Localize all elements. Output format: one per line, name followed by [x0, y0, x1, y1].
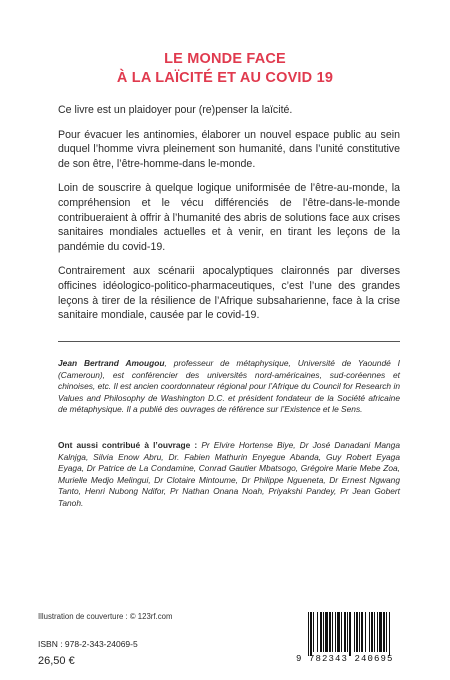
- barcode-bar: [332, 612, 333, 652]
- barcode-bar: [344, 612, 346, 652]
- barcode-bar: [371, 612, 373, 652]
- barcode-bar: [317, 612, 318, 652]
- barcode-bars: [305, 612, 411, 656]
- isbn: ISBN : 978-2-343-24069-5: [38, 639, 138, 649]
- barcode-bar: [354, 612, 355, 652]
- title-line-1: LE MONDE FACE: [164, 51, 286, 67]
- cover-credit: Illustration de couverture : © 123rf.com: [38, 612, 173, 621]
- barcode-bar: [320, 612, 322, 652]
- barcode-bar: [329, 612, 331, 652]
- title-line-2: À LA LAÏCITÉ ET AU COVID 19: [116, 70, 334, 86]
- blurb-paragraph-2: Pour évacuer les antinomies, élaborer un nouvel espace public au sein duquel l’homme vivra pleinement son humanité, dans l’unité constitutive de son être, l’être-homme-dans le-monde.: [58, 128, 400, 170]
- barcode-bar: [323, 612, 324, 652]
- blurb: [58, 103, 400, 333]
- separator-line: [58, 341, 400, 342]
- barcode-bar: [377, 612, 378, 652]
- barcode-bar: [325, 612, 328, 652]
- blurb-paragraph-1: Ce livre est un plaidoyer pour (re)penser la laïcité.: [58, 104, 293, 116]
- barcode-bar: [374, 612, 375, 652]
- contributors: [58, 440, 400, 510]
- author-bio: [58, 358, 400, 416]
- blurb-paragraph-3: Loin de souscrire à quelque logique uniformisée de l’être-au-monde, la compréhension et le vécu différenciés de l’être-dans-le-monde contribueraient à offrir à l’humanité des abris de solutions face aux crises sanitaires mondiales actuelles et à venir, en tirant les leçons de la pandémie du covid-19.: [58, 182, 400, 253]
- price: 26,50 €: [38, 655, 75, 667]
- barcode-bar: [386, 612, 387, 652]
- barcode-bar: [365, 612, 366, 652]
- barcode-digits: 9 782343 240695: [296, 654, 394, 664]
- blurb-paragraph-4: Contrairement aux scénarii apocalyptiques claironnés par diverses officines idéologico-politico-pharmaceutiques, c’est l’une des grandes leçons à tirer de la résilience de l’Afrique subsaharienne, face à la crise sanitaire mondiale, causée par le covid-19.: [58, 265, 400, 322]
- barcode-bar: [308, 612, 309, 656]
- barcode-bar: [347, 612, 348, 652]
- barcode-bar: [313, 612, 314, 652]
- barcode-bar: [359, 612, 360, 652]
- barcode-bar: [341, 612, 342, 652]
- barcode-bar: [361, 612, 363, 652]
- barcode-bar: [335, 612, 336, 652]
- book-title: [0, 50, 450, 88]
- barcode-bar: [379, 612, 382, 652]
- barcode-bar: [310, 612, 312, 656]
- barcode-bar: [356, 612, 358, 652]
- barcode-bar: [389, 612, 390, 656]
- barcode-bar: [349, 612, 351, 656]
- barcode-bar: [337, 612, 340, 652]
- author-name: Jean Bertrand Amougou: [58, 358, 165, 368]
- author-bio-text: , professeur de métaphysique, Université de Yaoundé I (Cameroun), est conférencier des universités nord-américaines, sud-coréennes et chinoises, etc. Il est ancien coordonnateur régional pour l’Afrique du Council for Research in Values and Philosophy de Washington D.C. et président fondateur de la Société africaine de métaphysique. Il a publié des ouvrages de référence sur l’Existence et le Sens.: [58, 358, 400, 415]
- contributors-heading: Ont aussi contribué à l’ouvrage :: [58, 440, 198, 450]
- barcode-bar: [383, 612, 385, 652]
- contributors-names: Pr Elvire Hortense Biye, Dr José Danadani Manga Kalnjga, Silvia Enow Abru, Dr. Fabien Mathurin Enyegue Abanda, Guy Robert Eyaga Eyaga, Dr Patrice de La Condamine, Conrad Gautier Mbatsogo, Grégoire Marie Mebe Zoa, Murielle Medjo Melingui, Dr Clotaire Mintoume, Dr Philippe Ngueneta, Dr Ernest Ngwang Tanto, Henri Nubong Ndifor, Pr Nathan Onana Noah, Priyakshi Pandey, Pr Jean Gobert Tanoh.: [58, 440, 400, 508]
- barcode-bar: [369, 612, 370, 652]
